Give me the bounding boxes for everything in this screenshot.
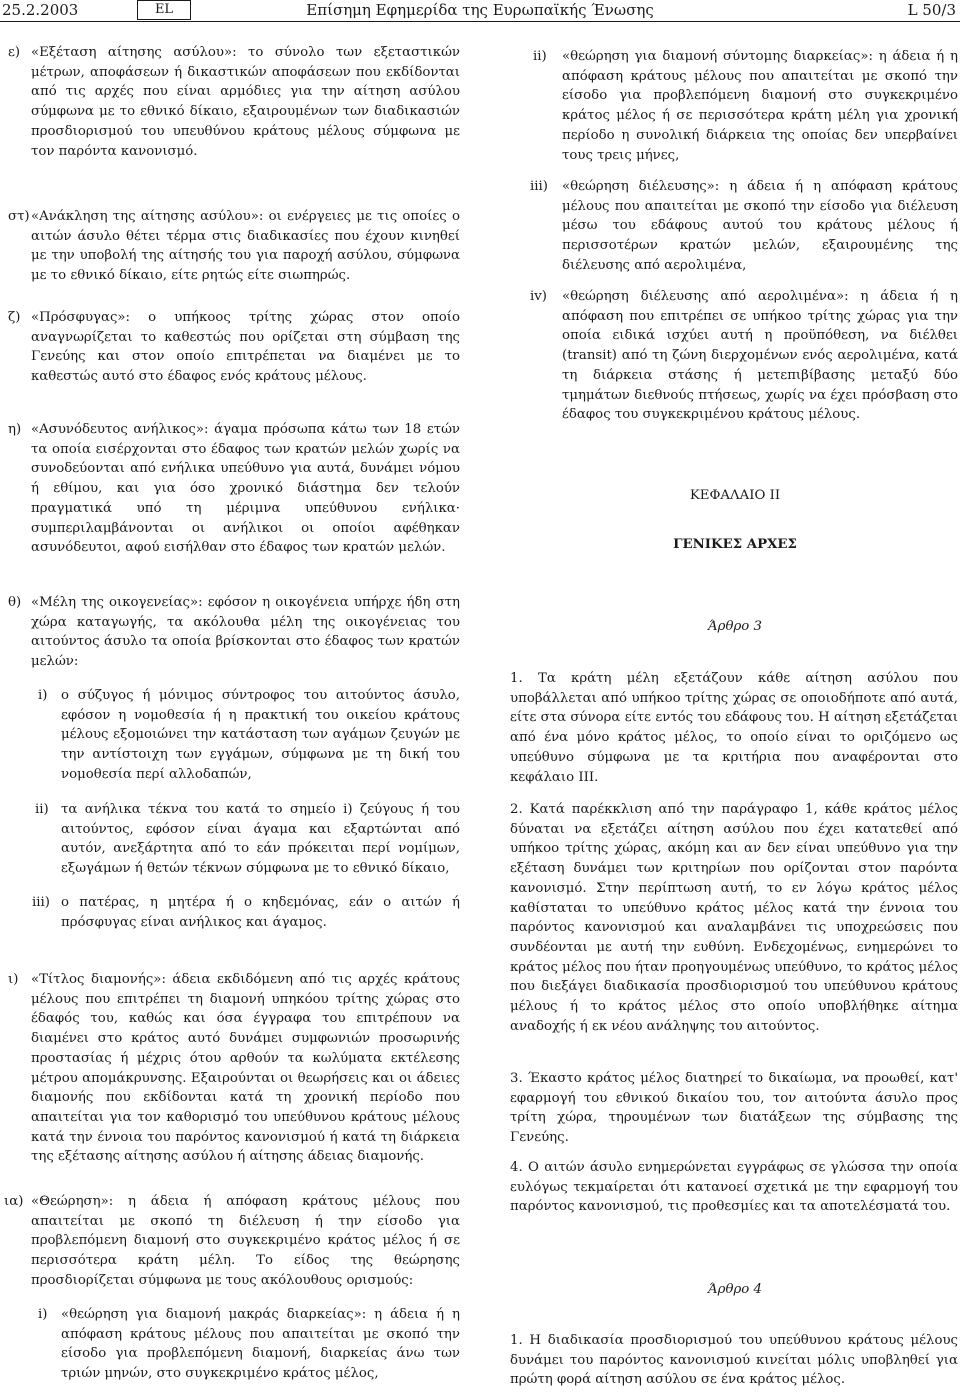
item-label: iv) — [530, 289, 547, 304]
definition-e: «Εξέταση αίτησης ασύλου»: το σύνολο των εξεταστικών μέτρων, αποφάσεων ή δικαστικών αποφάσεων που εκδίδονται από τις αρχές που είναι αρμόδιες για την αίτηση ασύλου σύμφωνα με το εθνικό δίκαιο, εξαιρουμένων των διαδικασιών προσδιορισμού του υπευθύνου κράτους μέλους σύμφωνα με τον παρόντα κανονισμό. — [31, 45, 460, 159]
header-rule — [0, 21, 960, 22]
item-label: i) — [38, 1307, 48, 1322]
page-number: L 50/3 — [907, 1, 956, 19]
article-3-paragraph-2: 2. Κατά παρέκκλιση από την παράγραφο 1, κάθε κράτος μέλος δύναται να εξετάζει αίτηση ασύλου που έχει κατατεθεί από υπήκοο τρίτης χώρας, ακόμη και αν δεν είναι υπεύθυνο για την εξέταση δυνάμει των κριτηρίων που ορίζονται στον παρόντα κανονισμό. Στην περίπτωση αυτή, το εν λόγω κράτος μέλος καθίσταται το υπεύθυνο κράτος μέλος κατά την έννοια του παρόντος κανονισμού και αναλαμβάνει τις υποχρεώσεις που συνδέονται με αυτή την ευθύνη. Ενδεχομένως, ενημερώνει το κράτος μέλος που ήταν προηγουμένως υπεύθυνο, το κράτος μέλος που διεξάγει διαδικασία προσδιορισμού του υπεύθυνου κράτους μέλους ή το κράτος μέλος στο οποίο υποβλήθηκε αίτημα αναδοχής ή εκ νέου ανάληψης του αιτούντος. — [510, 802, 958, 1034]
language-badge: EL — [137, 0, 191, 20]
definition-i: «Τίτλος διαμονής»: άδεια εκδιδόμενη από τις αρχές κράτους μέλους που επιτρέπει τη διαμονή υπηκόου τρίτης χώρας στο έδαφός του, καθώς και όσα έγγραφα του επιτρέπουν να διαμένει στο κράτος αυτό δυνάμει συμφωνιών προσωρινής προστασίας ή μέχρις ότου αρθούν τα κωλύματα εκτέλεσης μέτρου απομάκρυνσης. Εξαιρούνται οι θεωρήσεις και οι άδειες διαμονής που εκδίδονται κατά τη χρονική περίοδο που απαιτείται για τον καθορισμό του υπεύθυνου κράτους μέλους κατά την έννοια του παρόντος κανονισμού ή κατά τη διάρκεια της εξέτασης αίτησης ασύλου ή αίτησης άδειας διαμονής. — [31, 972, 460, 1165]
item-label: η) — [8, 422, 22, 437]
article-4-heading: Άρθρο 4 — [708, 1282, 762, 1297]
definition-th: «Μέλη της οικογενείας»: εφόσον η οικογένεια υπήρχε ήδη στη χώρα καταγωγής, τα ακόλουθα μέλη της οικογένειας του αιτούντος άσυλο τα οποία βρίσκονται στο έδαφος των κρατών μελών: — [31, 595, 460, 670]
definition-th-iii: ο πατέρας, η μητέρα ή ο κηδεμόνας, εάν ο αιτών ή πρόσφυγας είναι ανήλικος και άγαμος. — [61, 895, 460, 930]
page-header — [0, 0, 960, 22]
article-3-paragraph-1: 1. Τα κράτη μέλη εξετάζουν κάθε αίτηση ασύλου που υποβάλλεται από υπήκοο τρίτης χώρας σε οποιοδήποτε από αυτά, είτε στα σύνορα είτε εντός του εδάφους του. Η αίτηση εξετάζεται από ένα μόνο κράτος μέλος, το οποίο είναι το οριζόμενο ως υπεύθυνο σύμφωνα με τα κριτήρια που αναφέρονται στο κεφάλαιο III. — [510, 671, 958, 785]
item-label: θ) — [8, 595, 22, 610]
item-label: iii) — [32, 895, 50, 910]
definition-ii: «θεώρηση για διαμονή σύντομης διαρκείας»: η άδεια ή η απόφαση κράτους μέλους που απαιτείται με σκοπό την είσοδο για προβλεπόμενη διαμονή στο συγκεκριμένο κράτος μέλος ή σε περισσότερα κράτη μέλη για χρονική περίοδο η συνολική διάρκεια της οποίας δεν υπερβαίνει τους τρεις μήνες, — [562, 49, 958, 163]
item-label: i) — [38, 688, 48, 703]
definition-th-i: ο σύζυγος ή μόνιμος σύντροφος του αιτούντος άσυλο, εφόσον η νομοθεσία ή η πρακτική του οικείου κράτους μέλους εξομοιώνει την κατάσταση των αγάμων ζευγών με την αντίστοιχη των εγγάμων, σύμφωνα με τη δική του νομοθεσία περί αλλοδαπών, — [61, 688, 460, 782]
article-3-paragraph-3: 3. Έκαστο κράτος μέλος διατηρεί το δικαίωμα, να προωθεί, κατ' εφαρμογή του εθνικού δικαίου του, τον αιτούντα άσυλο προς τρίτη χώρα, τηρουμένων των διατάξεων της σύμβασης της Γενεύης. — [510, 1071, 958, 1146]
definition-h: «Ασυνόδευτος ανήλικος»: άγαμα πρόσωπα κάτω των 18 ετών τα οποία εισέρχονται στο έδαφος των κρατών μελών χωρίς να συνοδεύονται από ενήλικα υπεύθυνο για αυτά, δυνάμει νόμου ή εθίμου, και για όσο χρονικό διάστημα δεν τελούν πραγματικά υπό τη μέριμνα υπεύθυνου ενήλικα· συμπεριλαμβάνονται οι ανήλικοι οι οποίοι αφέθηκαν ασυνόδευτοι, αφού εισήλθαν στο έδαφος των κρατών μελών. — [31, 422, 460, 556]
item-label: ια) — [4, 1194, 24, 1209]
item-label: στ) — [8, 209, 30, 224]
item-label: ii) — [35, 802, 49, 817]
definition-z: «Πρόσφυγας»: ο υπήκοος τρίτης χώρας στον οποίο αναγνωρίζεται το καθεστώς που ορίζεται στη σύμβαση της Γενεύης και στον οποίο επιτρέπεται να διαμένει με το καθεστώς αυτό στο έδαφος ενός κράτους μέλους. — [31, 310, 460, 385]
item-label: ε) — [8, 45, 21, 60]
article-3-heading: Άρθρο 3 — [708, 619, 762, 634]
item-label: iii) — [530, 179, 548, 194]
definition-iv: «θεώρηση διέλευσης από αερολιμένα»: η άδεια ή η απόφαση που επιτρέπει σε υπήκοο τρίτης χώρας για την οποία ειδικά ισχύει αυτή η προϋπόθεση, να διέλθει (transit) από τη ζώνη διερχομένων ενός αερολιμένα, κατά τη διάρκεια στάσης ή μετεπιβίβασης μεταξύ δύο τμημάτων διεθνούς πτήσεως, χωρίς να έχει πρόσβαση στο έδαφος του συγκεκριμένου κράτους μέλους. — [562, 289, 958, 423]
chapter-title: ΓΕΝΙΚΕΣ ΑΡΧΕΣ — [673, 537, 797, 552]
item-label: ii) — [533, 49, 547, 64]
item-label: ι) — [8, 972, 19, 987]
definition-th-ii: τα ανήλικα τέκνα του κατά το σημείο i) ζεύγους ή του αιτούντος, εφόσον είναι άγαμα και εξαρτώνται από αυτόν, ανεξάρτητα από το εάν πρόκειται περί νομίμων, εξωγάμων ή θετών τέκνων σύμφωνα με το εθνικό δίκαιο, — [61, 802, 460, 877]
definition-iii: «θεώρηση διέλευσης»: η άδεια ή η απόφαση κράτους μέλους που απαιτείται με σκοπό την είσοδο για διέλευση μέσω του εδάφους αυτού του κράτους μέλους ή περισσοτέρων κρατών μελών, εξαιρουμένης της διέλευσης από αερολιμένα, — [562, 179, 958, 273]
definition-ia-i: «θεώρηση για διαμονή μακράς διαρκείας»: η άδεια ή η απόφαση κράτους μέλους που απαιτείται με σκοπό την είσοδο για προβλεπόμενη διαμονή, διαρκείας άνω των τριών μηνών, στο συγκεκριμένο κράτος μέλος, — [61, 1307, 460, 1382]
article-4-paragraph-1: 1. Η διαδικασία προσδιορισμού του υπεύθυνου κράτους μέλους δυνάμει του παρόντος κανονισμού κινείται μόλις υποβληθεί για πρώτη φορά αίτηση ασύλου σε ένα κράτος μέλος. — [510, 1333, 958, 1388]
definition-st: «Ανάκληση της αίτησης ασύλου»: οι ενέργειες με τις οποίες ο αιτών άσυλο θέτει τέρμα στις διαδικασίες που έχουν κινηθεί με την υποβολή της αίτησής του για παροχή ασύλου, σύμφωνα με το εθνικό δίκαιο, είτε ρητώς είτε σιωπηρώς. — [31, 209, 460, 284]
item-label: ζ) — [8, 310, 21, 325]
definition-ia: «Θεώρηση»: η άδεια ή απόφαση κράτους μέλους που απαιτείται με σκοπό τη διέλευση ή την είσοδο για προβλεπόμενη διαμονή στο συγκεκριμένο κράτος μέλος ή σε περισσότερα κράτη μέλη. Το είδος της θεώρησης προσδιορίζεται σύμφωνα με τους ακόλουθους ορισμούς: — [31, 1194, 460, 1288]
journal-title: Επίσημη Εφημερίδα της Ευρωπαϊκής Ένωσης — [306, 1, 654, 19]
chapter-number: ΚΕΦΑΛΑΙΟ II — [689, 488, 781, 503]
article-3-paragraph-4: 4. Ο αιτών άσυλο ενημερώνεται εγγράφως σε γλώσσα την οποία ευλόγως τεκμαίρεται ότι κατανοεί σχετικά με την εφαρμογή του παρόντος κανονισμού, τις προθεσμίες και τα αποτελέσματά του. — [510, 1160, 958, 1215]
issue-date: 25.2.2003 — [2, 1, 79, 19]
